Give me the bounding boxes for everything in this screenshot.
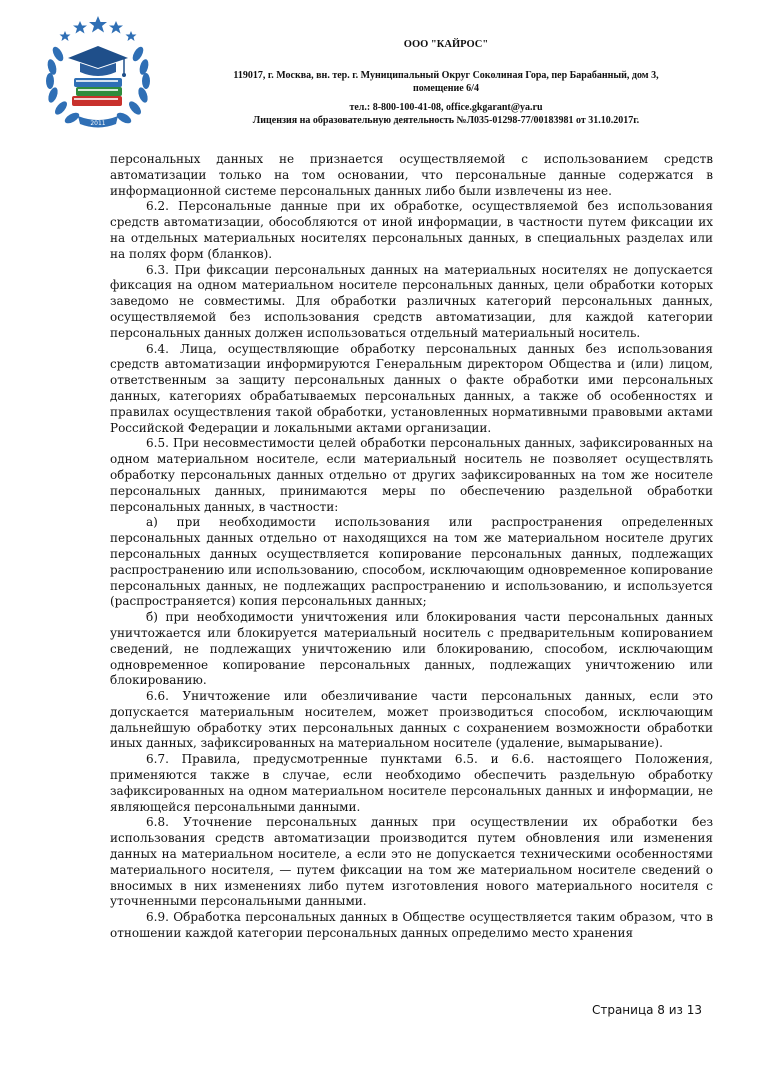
contacts-line: тел.: 8-800-100-41-08, office.gkgarant@ya.ru — [349, 102, 543, 113]
page-number: Страница 8 из 13 — [591, 1003, 702, 1017]
address-line-2: помещение 6/4 — [413, 83, 479, 94]
graduation-cap-icon — [68, 46, 128, 77]
paragraph: 6.4. Лица, осуществляющие обработку персональных данных без использования средств автоматизации информируются Генеральным директором Общества и (или) лицом, ответственным за защиту персональных данных о факте обработки ими персональных данных, категориях обрабатываемых персональных данных, а также об особенностях и правилах осуществления такой обработки, установленных нормативными правовыми актами Российской Федерации и локальными актами организации. — [110, 341, 713, 435]
paragraph: 6.5. При несовместимости целей обработки персональных данных, зафиксированных на одном материальном носителе, если материальный носитель не позволяет осуществлять обработку персональных данных отдельно от других зафиксированных на том же носителе персональных данных, принимаются меры по обеспечению раздельной обработки персональных данных, в частности: — [110, 436, 713, 514]
paragraph: персональных данных не признается осуществляемой с использованием средств автоматизации только на том основании, что персональные данные содержатся в информационной системе персональных данных либо были извлечены из нее. — [110, 152, 713, 198]
logo-stars-icon — [60, 16, 137, 41]
letterhead — [160, 38, 732, 127]
paragraph: 6.2. Персональные данные при их обработке, осуществляемой без использования средств автоматизации, обособляются от иной информации, в частности путем фиксации их на отдельных материальных носителях персональных данных, в специальных разделах или на полях форм (бланков). — [110, 199, 713, 261]
paragraph: б) при необходимости уничтожения или блокирования части персональных данных уничтожается или блокируется материальный носитель с предварительным копированием сведений, не подлежащих уничтожению или блокированию, способом, исключающим одновременное копирование персональных данных, подлежащих уничтожению или блокированию. — [110, 610, 713, 688]
books-stack-icon — [72, 78, 122, 106]
paragraph: 6.3. При фиксации персональных данных на материальных носителях не допускается фиксация на одном материальном носителе персональных данных, цели обработки которых заведомо не совместимы. Для обработки различных категорий персональных данных, осуществляемой без использования средств автоматизации, для каждой категории персональных данных должен использоваться отдельный материальный носитель. — [110, 262, 713, 340]
document-body — [110, 152, 713, 942]
paragraph: 6.7. Правила, предусмотренные пунктами 6.5. и 6.6. настоящего Положения, применяются также в случае, если необходимо обеспечить раздельную обработку зафиксированных на одном материальном носителе персональных данных и информации, не являющейся персональными данными. — [110, 752, 713, 814]
address-line-1: 119017, г. Москва, вн. тер. г. Муниципальный Округ Соколиная Гора, пер Барабанный, дом 3, — [233, 70, 659, 81]
paragraph: 6.9. Обработка персональных данных в Обществе осуществляется таким образом, что в отношении каждой категории персональных данных определимо место хранения — [110, 910, 713, 941]
company-logo — [36, 12, 160, 136]
license-line: Лицензия на образовательную деятельность №Л035-01298-77/00183981 от 31.10.2017г. — [252, 115, 640, 126]
paragraph: 6.6. Уничтожение или обезличивание части персональных данных, если это допускается материальным носителем, может производиться способом, исключающим дальнейшую обработку этих персональных данных с сохранением возможности обработки иных данных, зафиксированных на материальном носителе (удаление, вымарывание). — [110, 689, 713, 751]
logo-year: 2011 — [90, 120, 106, 127]
paragraph: 6.8. Уточнение персональных данных при осуществлении их обработки без использования средств автоматизации производится путем обновления или изменения данных на материальном носителе, а если это не допускается техническими особенностями материального носителя, — путем фиксации на том же материальном носителе сведений о вносимых в них изменениях либо путем изготовления нового материального носителя с уточненными персональными данными. — [110, 815, 713, 909]
paragraph: а) при необходимости использования или распространения определенных персональных данных отдельно от находящихся на том же материальном носителе других персональных данных осуществляется копирование персональных данных, подлежащих распространению или использованию, способом, исключающим одновременное копирование персональных данных, не подлежащих распространению и использованию, и используется (распространяется) копия персональных данных; — [110, 515, 713, 609]
org-name: ООО "КАЙРОС" — [403, 39, 489, 50]
